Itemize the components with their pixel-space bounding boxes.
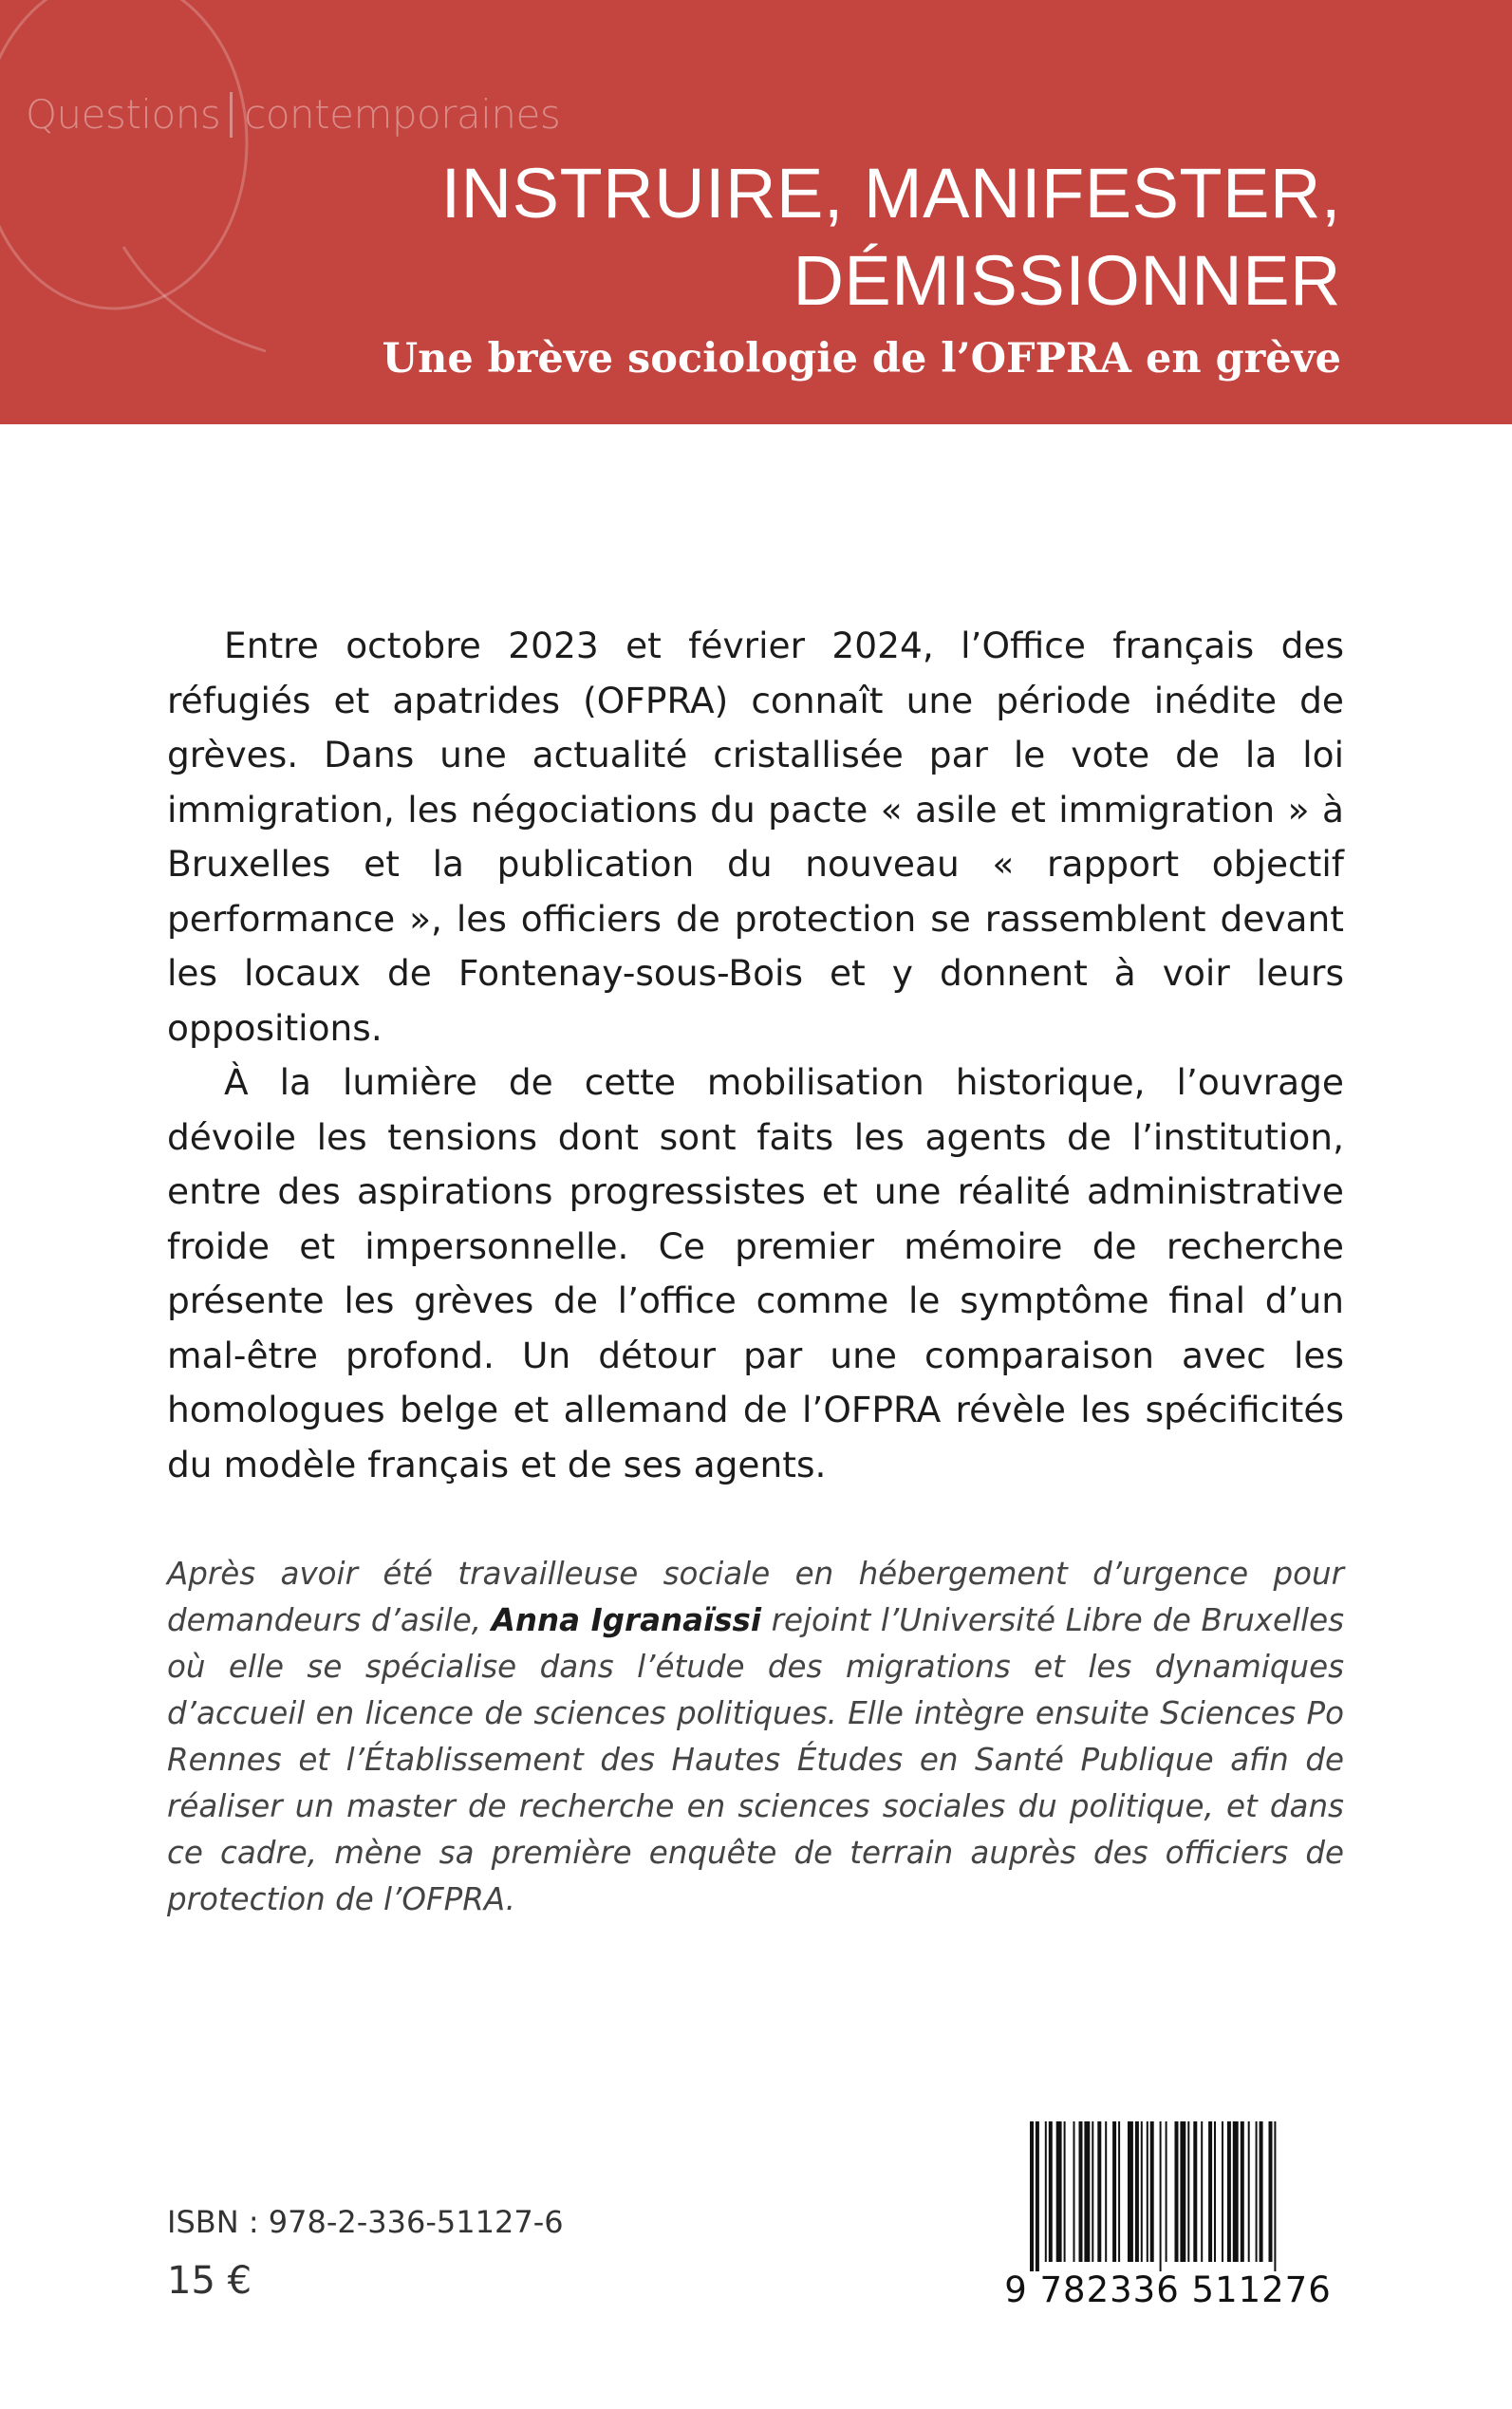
author-bio xyxy=(167,1551,1344,1923)
barcode-bar xyxy=(1208,2121,1212,2262)
barcode-bar xyxy=(1248,2121,1250,2262)
author-bio-intro: Après avoir été travailleuse sociale en hébergement d’urgence pour demandeurs d’asile, xyxy=(167,1556,1344,1638)
barcode-bar xyxy=(1049,2121,1053,2262)
barcode-bar xyxy=(1227,2121,1231,2262)
barcode-bar xyxy=(1193,2121,1197,2262)
barcode-bar xyxy=(1064,2121,1066,2262)
barcode-bar xyxy=(1084,2121,1090,2262)
cover-banner xyxy=(0,0,1512,424)
series-separator xyxy=(230,92,233,138)
barcode-bar xyxy=(1175,2121,1179,2262)
series-name xyxy=(26,91,560,138)
back-cover-blurb xyxy=(167,619,1344,1492)
barcode-bar xyxy=(1079,2121,1083,2262)
barcode-bar xyxy=(1105,2121,1107,2262)
barcode xyxy=(999,2115,1336,2316)
barcode-bar xyxy=(1256,2121,1258,2262)
barcode-bar xyxy=(1214,2121,1216,2262)
barcode-bar xyxy=(1260,2121,1263,2262)
barcode-bar xyxy=(1150,2121,1154,2262)
book-title-line-2: DÉMISSIONNER xyxy=(793,241,1341,320)
barcode-bar xyxy=(1128,2121,1133,2262)
isbn-number: ISBN : 978-2-336-51127-6 xyxy=(167,2204,564,2240)
barcode-bar xyxy=(1187,2121,1189,2262)
book-subtitle: Une brève sociologie de l’OFPRA en grève xyxy=(382,335,1341,383)
series-q-logo-icon xyxy=(0,0,294,361)
barcode-bar xyxy=(1269,2121,1273,2262)
barcode-bars-icon xyxy=(1030,2121,1306,2271)
barcode-bar xyxy=(1073,2121,1075,2262)
blurb-paragraph-1: Entre octobre 2023 et février 2024, l’Office français des réfugiés et apatrides (OFPRA) connaît une période inédite de grèves. Dans une actualité cristallisée par le vote de la loi immigration, les négociations du pacte « asile et immigration » à Bruxelles et la publication du nouveau « rapport objectif performance », les officiers de protection se rassemblent devant les locaux de Fontenay-sous-Bois et y donnent à voir leurs oppositions. xyxy=(167,625,1344,1049)
barcode-bar xyxy=(1092,2121,1093,2262)
barcode-bar xyxy=(1112,2121,1116,2262)
barcode-bar xyxy=(1201,2121,1203,2262)
series-word-1: Questions xyxy=(26,91,221,138)
barcode-bar xyxy=(1166,2121,1167,2262)
barcode-bar xyxy=(1118,2121,1120,2262)
barcode-bar xyxy=(1141,2121,1143,2262)
series-word-2: contemporaines xyxy=(244,91,561,138)
barcode-bar xyxy=(1160,2121,1162,2271)
barcode-bar xyxy=(1097,2121,1101,2262)
barcode-bar xyxy=(1135,2121,1139,2262)
author-name: Anna Igranaïssi xyxy=(491,1602,762,1638)
barcode-bar xyxy=(1056,2121,1062,2262)
barcode-bar xyxy=(1036,2121,1039,2271)
blurb-paragraph-2: À la lumière de cette mobilisation historique, l’ouvrage dévoile les tensions dont sont faits les agents de l’institution, entre des aspirations progressistes et une réalité administrative froide et impersonnelle. Ce premier mémoire de recherche présente les grèves de l’office comme le symptôme final d’un mal-être profond. Un détour par une comparaison avec les homologues belge et allemand de l’OFPRA révèle les spécificités du modèle français et de ses agents. xyxy=(167,1061,1344,1485)
book-title xyxy=(392,150,1341,325)
barcode-bar xyxy=(1274,2121,1276,2271)
barcode-bar xyxy=(1241,2121,1244,2262)
barcode-digits: 9 782336 511276 xyxy=(1004,2269,1332,2310)
barcode-bar xyxy=(1180,2121,1185,2262)
barcode-bar xyxy=(1045,2121,1047,2262)
barcode-bar xyxy=(1222,2121,1223,2262)
barcode-bar xyxy=(1233,2121,1239,2262)
book-title-line-1: INSTRUIRE, MANIFESTER, xyxy=(440,154,1341,233)
author-bio-rest: rejoint l’Université Libre de Bruxelles où elle se spécialise dans l’étude des migrations et les dynamiques d’accueil en licence de sciences politiques. Elle intègre ensuite Sciences Po Rennes et l’Établissement des Hautes Études en Santé Publique afin de réaliser un master de recherche en sciences sociales du politique, et dans ce cadre, mène sa première enquête de terrain auprès des officiers de protection de l’OFPRA. xyxy=(167,1602,1345,1917)
barcode-bar xyxy=(1147,2121,1148,2262)
price: 15 € xyxy=(167,2259,252,2303)
barcode-bar xyxy=(1030,2121,1034,2271)
